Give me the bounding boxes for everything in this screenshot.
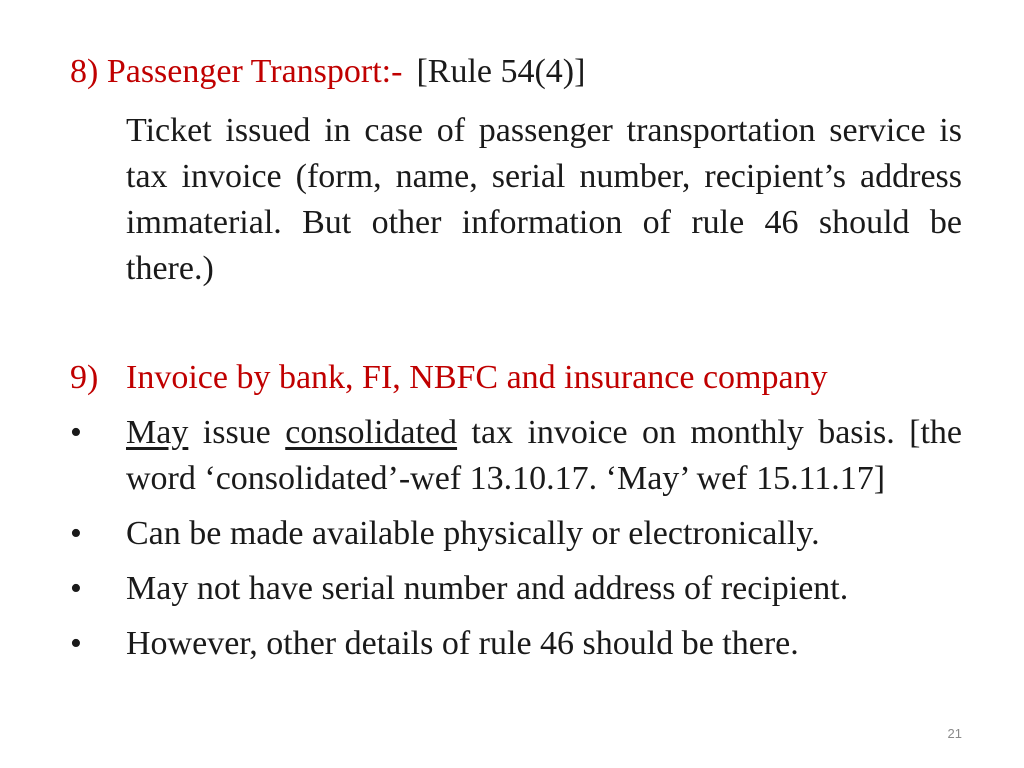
section-8-rule-reference: [Rule 54(4)]: [416, 53, 586, 90]
bullet-icon: •: [70, 625, 82, 662]
section-8-title: 8) Passenger Transport:-: [70, 53, 403, 90]
bullet-icon: •: [70, 515, 82, 552]
underlined-word-may: May: [126, 414, 189, 451]
bullet-1-text-rest: tax invoice on monthly basis. [the word ‘consolidated’-wef 13.10.17. ‘May’ wef 15.11.17]: [126, 414, 963, 497]
bullet-icon: •: [70, 414, 82, 451]
page-number: 21: [947, 726, 962, 741]
section-8-paragraph: Ticket issued in case of passenger transportation service is tax invoice (form, name, serial number, recipient’s address immaterial. But other information of rule 46 should be there.): [126, 112, 962, 287]
bullet-item: [70, 511, 962, 557]
section-8-heading: [70, 52, 585, 92]
section-9-heading: [70, 355, 828, 401]
bullet-item: [70, 410, 962, 502]
section-9-bullet-list: [70, 410, 962, 676]
bullet-item: [70, 566, 962, 612]
bullet-3-text: May not have serial number and address of recipient.: [126, 570, 849, 607]
section-9-title: Invoice by bank, FI, NBFC and insurance company: [126, 359, 828, 396]
bullet-item: [70, 621, 962, 667]
underlined-word-consolidated: consolidated: [285, 414, 458, 451]
bullet-4-text: However, other details of rule 46 should be there.: [126, 625, 799, 662]
section-9-number: 9): [70, 359, 99, 396]
bullet-2-text: Can be made available physically or electronically.: [126, 515, 820, 552]
bullet-icon: •: [70, 570, 82, 607]
bullet-1-text-issue: issue: [188, 414, 286, 451]
